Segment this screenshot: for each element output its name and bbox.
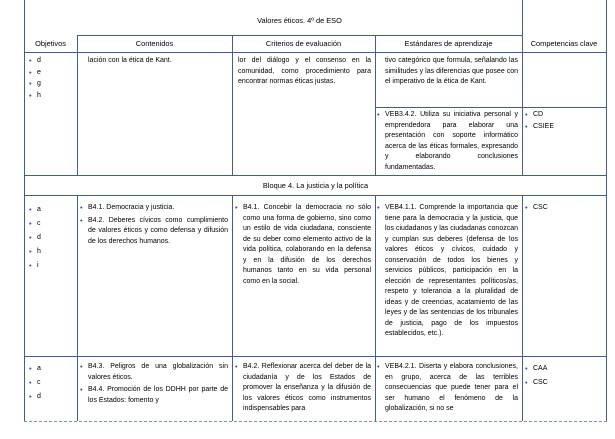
table-border-col4 [522,0,523,175]
table-border-left [24,0,25,421]
contenido-item: • B4.4. Promoción de los DDHH por parte de los Estados: fomento y [80,385,228,406]
objetivo-item: • h [29,91,73,103]
objetivo-item: • h [29,245,73,259]
page-bottom-rule [24,421,607,422]
header-rule [24,52,607,53]
row1-estandares-bottom [377,110,518,173]
competencia-item: • CD [525,110,603,122]
row1-competencias [525,110,603,133]
row1-split-rule [375,107,607,108]
row1-estandares-top: tivo categórico que formula, señalando las similitudes y las diferencias que posee con el imperativo de la ética de Kant. [385,57,518,85]
header-contenidos: Contenidos [135,39,174,48]
estandar-item: • VEB4.1.1. Comprende la importancia que tiene para la democracia y la justicia, que los ciudadanos y las ciudadanas conozcan y cumplan sus deberes (defensa de los valores éticos y cívicos, cuidado y conservación de todos los bienes y servicios públicos, participación en la elección de representantes políticos/as, respeto y tolerancia a la pluralidad de ideas y de creencias, acatamiento de las leyes y de las sentencias de los tribunales de justicia, pago de los impuestos establecidos, etc.). [377,203,518,340]
objetivo-item: • a [29,203,73,217]
row1-objetivos [29,56,73,102]
estandar-item: • VEB3.4.2. Utiliza su iniciativa personal y emprendedora para elaborar una presentación con soporte informático acerca de las éticas formales, expresando y elaborando conclusiones fundamentadas. [377,110,518,173]
row2-criterios [235,203,371,287]
row2-competencias [525,203,603,215]
contenido-item: • B4.1. Democracia y justicia. [80,203,228,214]
table-border-col1b [77,195,78,421]
criterio-item: • B4.1. Concebir la democracia no sólo como una forma de gobierno, sino como un estilo de vida ciudadana, consciente de su deber como elemento activo de la vida política, colaborando en la defensa y en la difusión de los derechos humanos tanto en su vida personal como en la social. [235,203,371,287]
estandar-item: • VEB4.2.1. Diserta y elabora conclusiones, en grupo, acerca de las terribles consecuencias que puede tener para el ser humano el fenómeno de la globalización, si no se [377,362,518,415]
table-border-col4b [522,195,523,421]
competencia-item: • CSC [525,203,603,215]
block4-bottom-rule [24,195,607,196]
row1-contenidos: lación con la ética de Kant. [88,57,172,64]
competencia-item: • CSIEE [525,122,603,134]
contenido-item: • B4.2. Deberes cívicos como cumplimiento de valores éticos y como defensa y difusión de los derechos humanos. [80,216,228,248]
header-estandares: Estándares de aprendizaje [404,39,493,48]
row3-contenidos [80,362,228,406]
objetivo-item: • d [29,390,73,404]
table-border-right [606,0,607,421]
row2-contenidos [80,203,228,247]
competencia-item: • CAA [525,362,603,376]
block4-heading: Bloque 4. La justicia y la política [262,181,369,190]
objetivo-item: • e [29,68,73,80]
block4-top-rule [24,175,607,176]
title-rule [77,35,522,36]
objetivo-item: • i [29,259,73,273]
header-objetivos: Objetivos [35,39,66,48]
header-competencias: Competencias clave [530,39,598,48]
competencia-item: • CSC [525,376,603,390]
contenido-item: • B4.3. Peligros de una globalización sin valores éticos. [80,362,228,383]
header-criterios: Criterios de evaluación [265,39,342,48]
row3-objetivos [29,362,73,404]
table-border-col2b [232,195,233,421]
row3-competencias [525,362,603,390]
criterio-item: • B4.2. Reflexionar acerca del deber de la ciudadanía y de los Estados de promover la enseñanza y la difusión de los valores éticos como instrumentos indispensables para [235,362,371,415]
row2-estandares [377,203,518,340]
objetivo-item: • a [29,362,73,376]
row3-criterios [235,362,371,415]
objetivo-item: • c [29,376,73,390]
row1-criterios: lor del diálogo y el consenso en la comunidad, como procedimiento para encontrar normas éticas justas. [238,57,371,85]
objetivo-item: • c [29,217,73,231]
table-border-col3 [375,35,376,175]
objetivo-item: • d [29,56,73,68]
objetivo-item: • g [29,79,73,91]
table-border-col2 [232,35,233,175]
row2-bottom-rule [24,356,607,357]
row3-estandares [377,362,518,415]
table-border-col3b [375,195,376,421]
table-title: Valores éticos. 4º de ESO [257,16,342,25]
table-border-col1 [77,35,78,175]
row2-objetivos [29,203,73,273]
objetivo-item: • d [29,231,73,245]
